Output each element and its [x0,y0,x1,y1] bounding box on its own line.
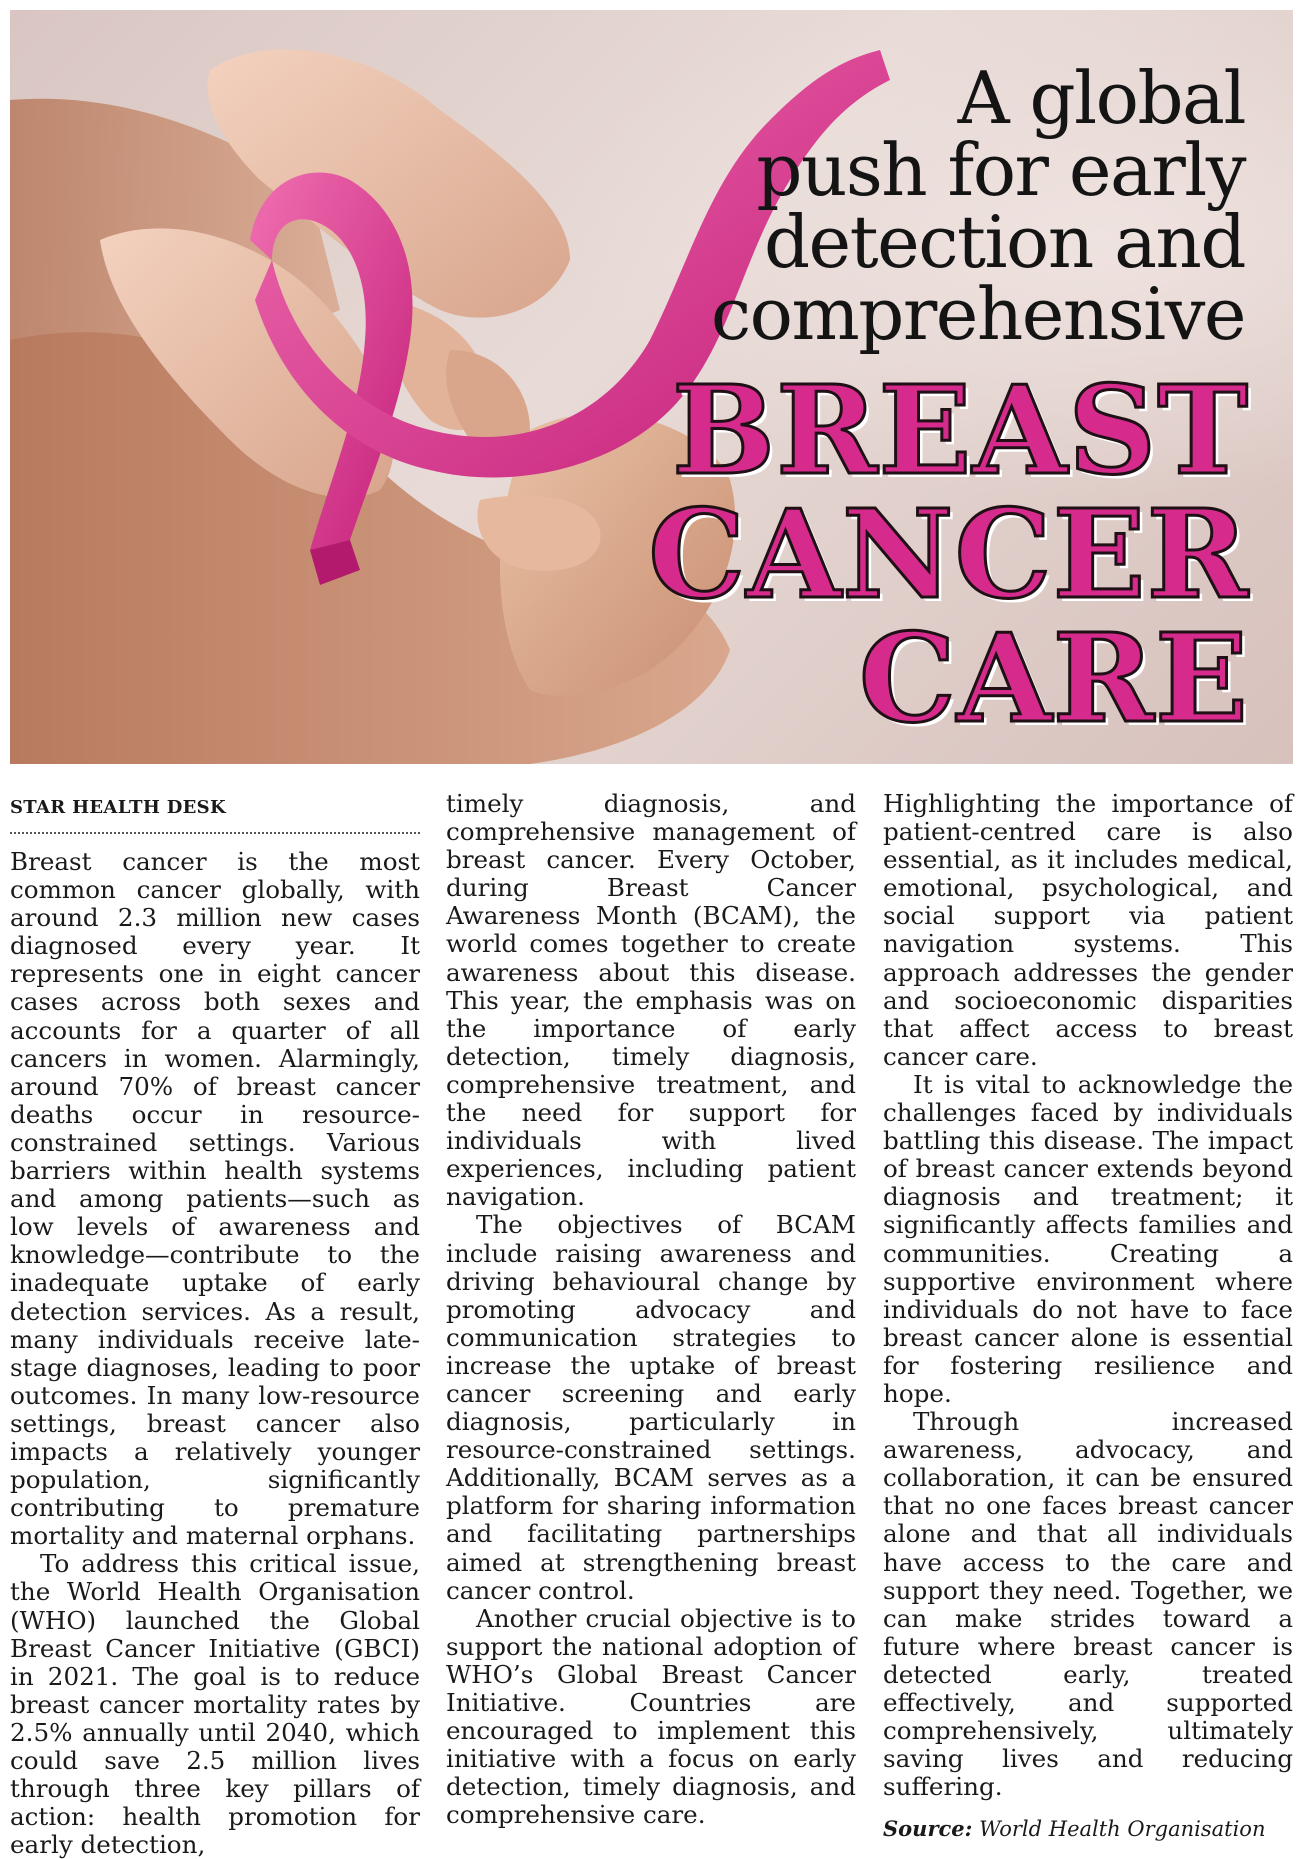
source-label: Source: [883,1816,973,1842]
article-column-2 [446,790,856,1829]
paragraph-7: Through increased awareness, advocacy, and collaboration, it can be ensured that no one faces breast cancer alone and that all individuals have access to the care and support they need. Together, we can make strides toward a future where breast cancer is detected early, treated effectively, and supported comprehensively, ultimately saving lives and reducing suffering. [883,1407,1293,1802]
highlight-word-3: CARE [858,606,1249,750]
headline-line-4: comprehensive [710,272,1245,356]
highlight-word-2: CANCER [648,482,1249,626]
paragraph-4: Another crucial objective is to support the national adoption of WHO’s Global Breast Cancer Initiative. Countries are encouraged to implement this initiative with a focus on early detection, timely diagnosis, and comprehensive care. [446,1603,856,1830]
paragraph-2a: To address this critical issue, the World Health Organisation (WHO) launched the Global Breast Cancer Initiative (GBCI) in 2021. The goal is to reduce breast cancer mortality rates by 2.5% annually until 2040, which could save 2.5 million lives through three key pillars of action: health promotion for early detection, [10,1549,420,1859]
hero-image [10,10,1293,764]
highlight-word-1: BREAST [671,358,1249,502]
article-column-1 [10,848,420,1859]
source-value: World Health Organisation [979,1817,1266,1842]
headline-line-3: detection and [763,200,1245,284]
byline-divider [10,832,420,834]
headline [625,56,1245,356]
article-column-3 [883,790,1293,1843]
paragraph-3: The objectives of BCAM include raising awareness and driving behavioural change by promoting advocacy and communication strategies to increase the uptake of breast cancer screening and early diagnosis, particularly in resource-constrained settings. Additionally, BCAM serves as a platform for sharing information and facilitating partnerships aimed at strengthening breast cancer control. [446,1210,856,1605]
paragraph-5: Highlighting the importance of patient-centred care is also essential, as it includes medical, emotional, psychological, and social support via patient navigation systems. This approach addresses the gender and socioeconomic disparities that affect access to breast cancer care. [883,789,1293,1071]
headline-highlight [648,358,1249,750]
source-credit [883,1815,1293,1843]
paragraph-6: It is vital to acknowledge the challenges faced by individuals battling this disease. The impact of breast cancer extends beyond diagnosis and treatment; it significantly affects families and communities. Creating a supportive environment where individuals do not have to face breast cancer alone is essential for fostering resilience and hope. [883,1069,1293,1408]
headline-line-2: push for early [756,128,1245,212]
headline-line-1: A global [957,56,1245,140]
paragraph-1: Breast cancer is the most common cancer globally, with around 2.3 million new cases diagnosed every year. It represents one in eight cancer cases across both sexes and accounts for a quarter of all cancers in women. Alarmingly, around 70% of breast cancer deaths occur in resource-constrained settings. Various barriers within health systems and among patients—such as low levels of awareness and knowledge—contribute to the inadequate uptake of early detection services. As a result, many individuals receive late-stage diagnoses, leading to poor outcomes. In many low-resource settings, breast cancer also impacts a relatively younger population, significantly contributing to premature mortality and maternal orphans. [10,847,420,1551]
paragraph-2b: timely diagnosis, and comprehensive management of breast cancer. Every October, during Breast Cancer Awareness Month (BCAM), the world comes together to create awareness about this disease. This year, the emphasis was on the importance of early detection, timely diagnosis, comprehensive treatment, and the need for support for individuals with lived experiences, including patient navigation. [446,789,856,1212]
byline: STAR HEALTH DESK [10,797,226,818]
